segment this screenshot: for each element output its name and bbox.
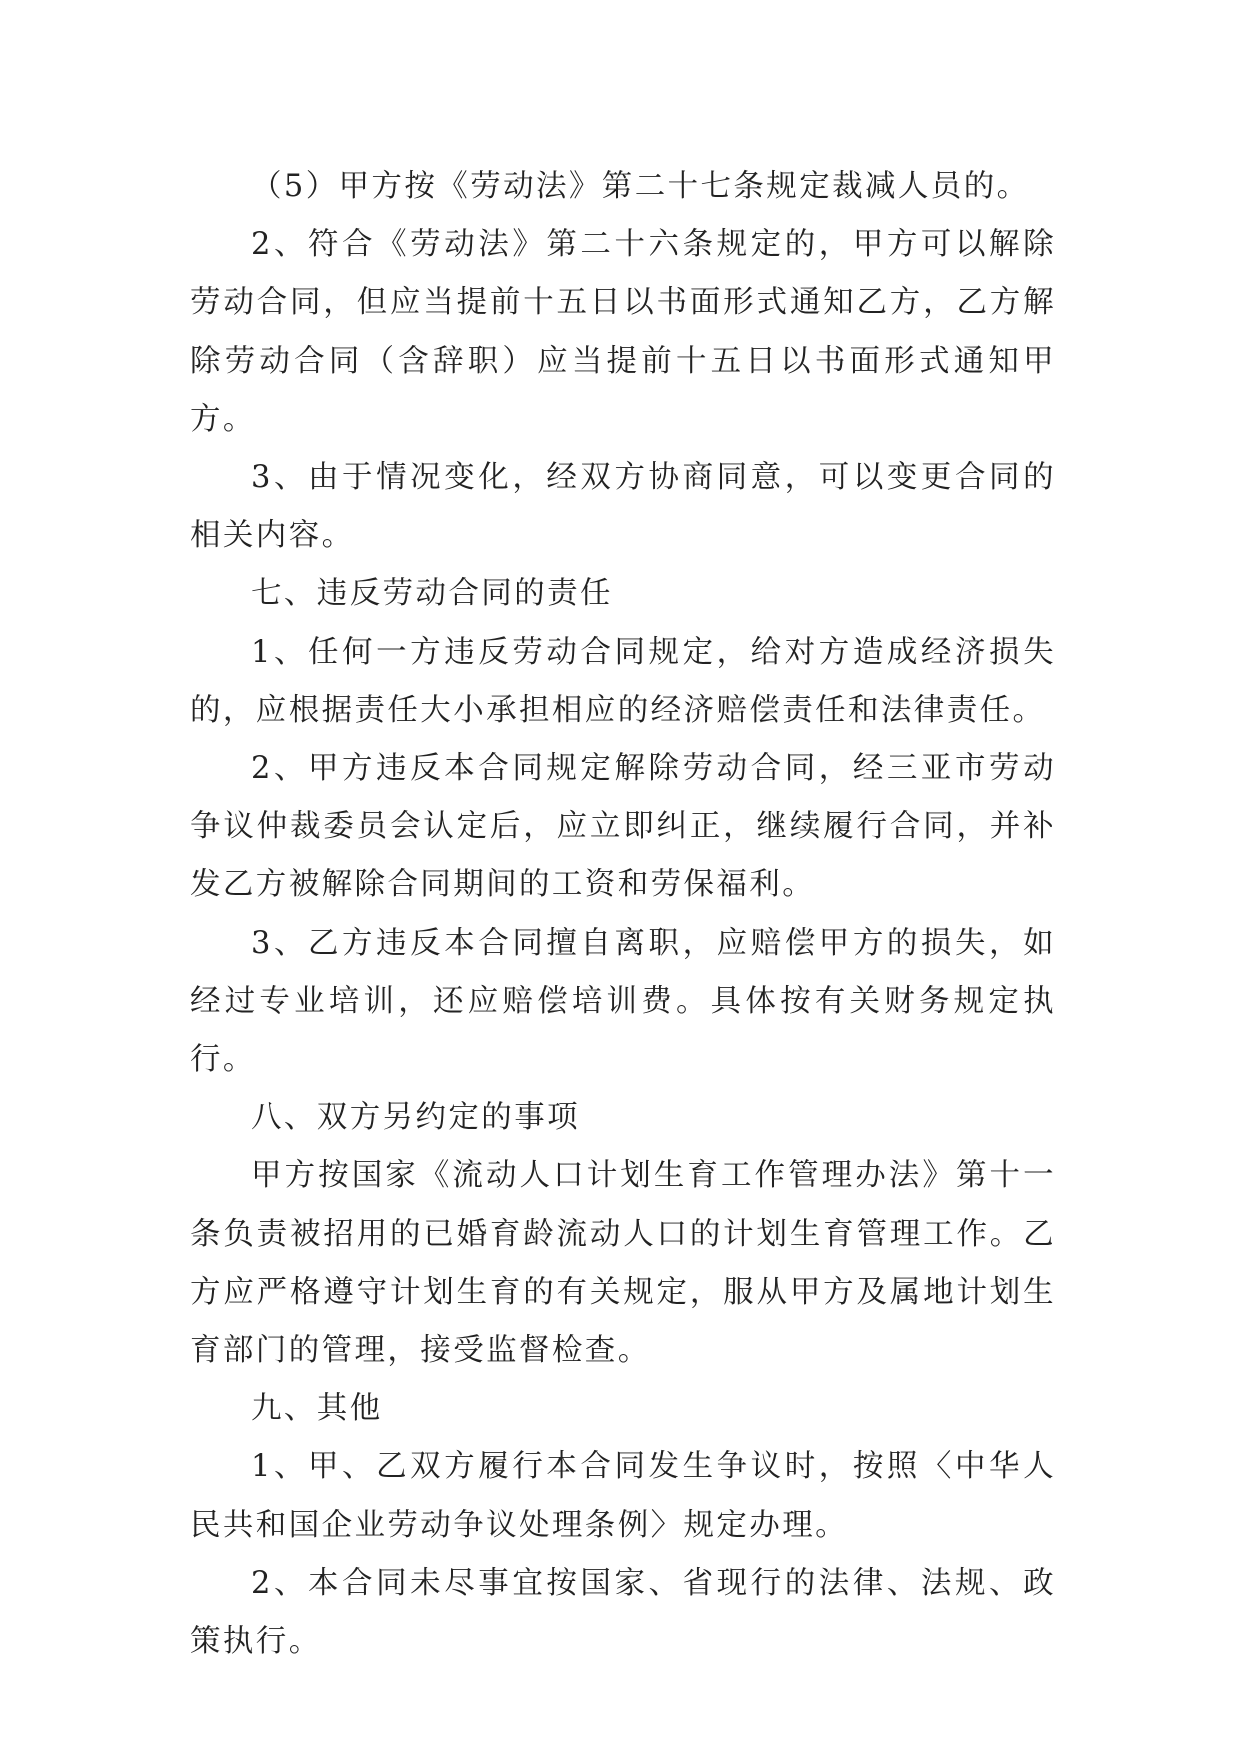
paragraph-employee-breach: 3、乙方违反本合同擅自离职，应赔偿甲方的损失，如经过专业培训，还应赔偿培训费。具体按有关财务规定执行。 [190, 925, 1056, 1078]
section-heading-other-agreements: 八、双方另约定的事项 [251, 1100, 580, 1136]
paragraph-family-planning: 甲方按国家《流动人口计划生育工作管理办法》第十一条负责被招用的已婚育龄流动人口的计划生育管理工作。乙方应严格遵守计划生育的有关规定，服从甲方及属地计划生育部门的管理，接受监督检查。 [190, 1158, 1056, 1369]
paragraph-breach-compensation: 1、任何一方违反劳动合同规定，给对方造成经济损失的，应根据责任大小承担相应的经济赔偿责任和法律责任。 [190, 634, 1056, 728]
section-heading-breach-liability: 七、违反劳动合同的责任 [251, 576, 613, 612]
section-heading-miscellaneous: 九、其他 [251, 1391, 383, 1427]
paragraph-termination-notice: 2、符合《劳动法》第二十六条规定的，甲方可以解除劳动合同，但应当提前十五日以书面形式通知乙方，乙方解除劳动合同（含辞职）应当提前十五日以书面形式通知甲方。 [190, 227, 1056, 437]
document-body [190, 158, 1056, 1671]
paragraph-employer-breach: 2、甲方违反本合同规定解除劳动合同，经三亚市劳动争议仲裁委员会认定后，应立即纠正，继续履行合同，并补发乙方被解除合同期间的工资和劳保福利。 [190, 751, 1056, 903]
paragraph-unaddressed-matters: 2、本合同未尽事宜按国家、省现行的法律、法规、政策执行。 [190, 1565, 1056, 1660]
paragraph-contract-change: 3、由于情况变化，经双方协商同意，可以变更合同的相关内容。 [190, 460, 1056, 554]
paragraph-layoff-clause: （5）甲方按《劳动法》第二十七条规定裁减人员的。 [251, 169, 1030, 204]
paragraph-dispute-resolution: 1、甲、乙双方履行本合同发生争议时，按照〈中华人民共和国企业劳动争议处理条例〉规定办理。 [190, 1449, 1056, 1543]
